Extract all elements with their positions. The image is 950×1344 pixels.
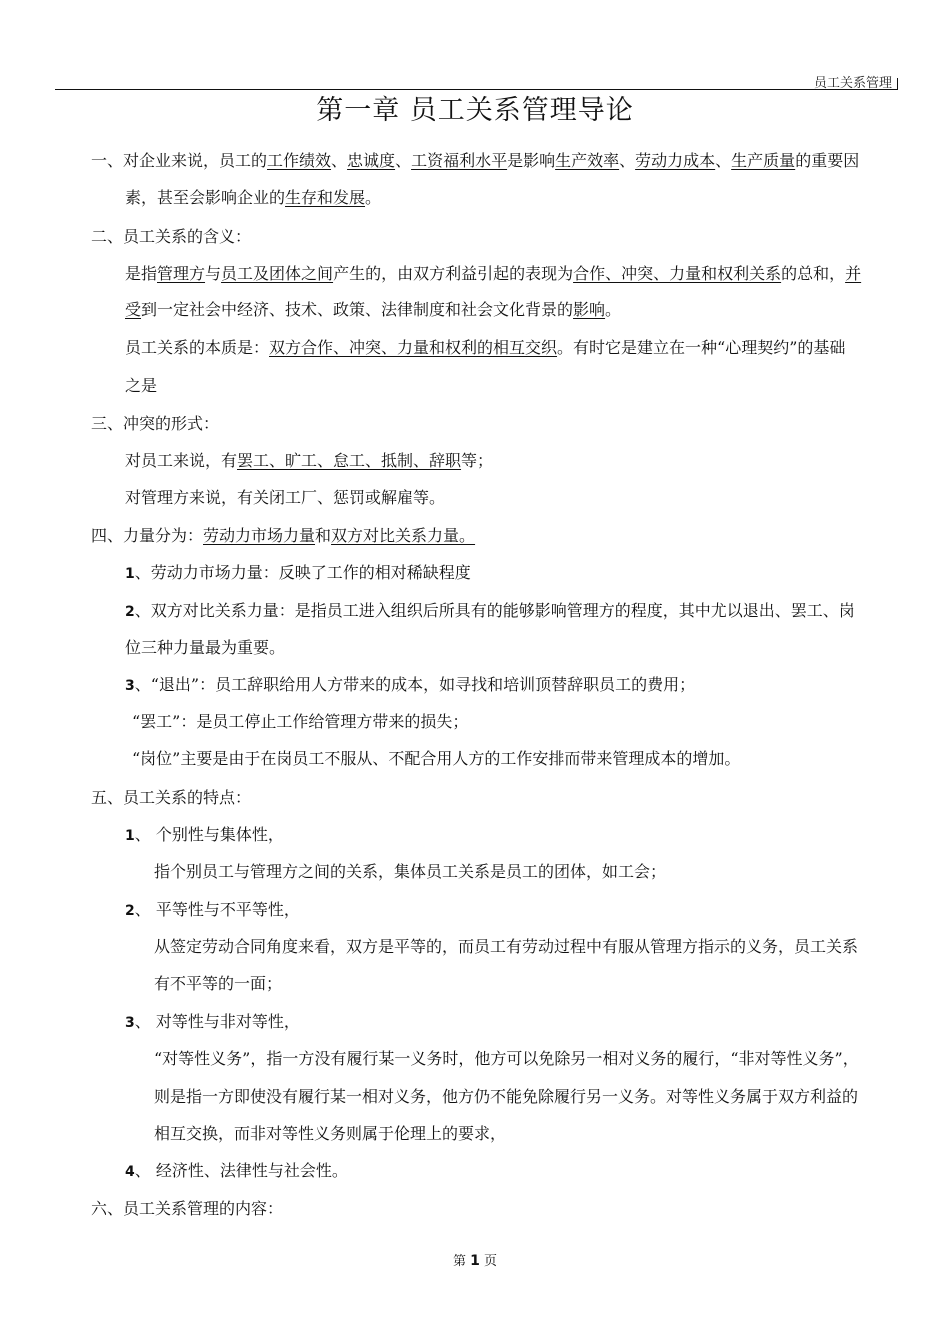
sec4-item3-line1 bbox=[125, 672, 695, 695]
text: 、 经济性、法律性与社会性。 bbox=[134, 1161, 348, 1180]
text: 是指 bbox=[125, 264, 158, 283]
text: 、 个别性与集体性， bbox=[134, 825, 284, 844]
underlined-term: 并 bbox=[845, 264, 862, 283]
sec4-item3-line2: “罢工”：是员工停止工作给管理方带来的损失； bbox=[132, 712, 469, 731]
underlined-term: 工资福利水平 bbox=[411, 151, 508, 170]
underlined-term: 劳动力成本 bbox=[635, 151, 716, 170]
running-header: 员工关系管理 bbox=[813, 76, 892, 91]
underlined-term: 生产质量 bbox=[731, 151, 796, 170]
text: 、 平等性与不平等性， bbox=[134, 900, 300, 919]
sec3-line1 bbox=[125, 448, 493, 471]
sec4-item1 bbox=[125, 560, 471, 583]
page-footer bbox=[0, 1250, 950, 1269]
sec4-heading bbox=[91, 523, 475, 546]
underlined-term: 劳动力市场力量 bbox=[203, 526, 316, 545]
text: 。 bbox=[605, 300, 622, 319]
item-number: 1 bbox=[125, 566, 135, 582]
text: 的重要因 bbox=[795, 151, 860, 170]
text: 一、对企业来说，员工的 bbox=[91, 151, 268, 170]
sec5-item3-desc-line2: 则是指一方即使没有履行某一相对义务，他方仍不能免除履行另一义务。对等性义务属于双方利益的 bbox=[154, 1087, 859, 1106]
text: 第 bbox=[452, 1254, 471, 1269]
text: 、“退出”：员工辞职给用人方带来的成本，如寻找和培训顶替辞职员工的费用； bbox=[134, 675, 696, 694]
sec2-para2-line2: 之是 bbox=[125, 376, 158, 395]
text: 、 bbox=[619, 151, 636, 170]
sec1-line2 bbox=[125, 185, 381, 208]
text: 和 bbox=[315, 526, 332, 545]
text: 员工关系的本质是： bbox=[125, 338, 270, 357]
text: 对员工来说，有 bbox=[125, 451, 238, 470]
sec2-para1-line2 bbox=[125, 297, 621, 320]
sec3-line2: 对管理方来说，有关闭工厂、惩罚或解雇等。 bbox=[125, 488, 446, 507]
text: 的总和， bbox=[781, 264, 846, 283]
item-number: 2 bbox=[125, 903, 135, 919]
text: 四、力量分为： bbox=[91, 526, 204, 545]
sec2-heading: 二、员工关系的含义： bbox=[91, 227, 252, 246]
text: 素，甚至会影响企业的 bbox=[125, 188, 286, 207]
page-number: 1 bbox=[470, 1253, 480, 1269]
underlined-term: 生产效率 bbox=[555, 151, 620, 170]
text: 、双方对比关系力量：是指员工进入组织后所具有的能够影响管理方的程度，其中尤以退出、罢工、岗 bbox=[134, 601, 855, 620]
text: 页 bbox=[479, 1254, 498, 1269]
sec5-item2-title bbox=[125, 897, 300, 920]
sec5-item1-desc: 指个别员工与管理方之间的关系，集体员工关系是员工的团体，如工会； bbox=[154, 862, 667, 881]
text: 。 bbox=[365, 188, 382, 207]
underlined-term: 双方合作、冲突、力量和权利的相互交织 bbox=[269, 338, 558, 357]
sec3-heading: 三、冲突的形式： bbox=[91, 414, 220, 433]
text: 等； bbox=[461, 451, 494, 470]
sec5-item3-desc-line3: 相互交换，而非对等性义务则属于伦理上的要求， bbox=[154, 1124, 507, 1143]
text: 、 对等性与非对等性， bbox=[134, 1012, 300, 1031]
item-number: 3 bbox=[125, 1015, 135, 1031]
underlined-term: 忠诚度 bbox=[347, 151, 396, 170]
sec1-line1 bbox=[91, 148, 859, 171]
sec5-item3-desc-line1: “对等性义务”，指一方没有履行某一义务时，他方可以免除另一相对义务的履行，“非对等性义务”， bbox=[154, 1049, 859, 1068]
text: 、 bbox=[715, 151, 732, 170]
underlined-term: 员工及团体之间 bbox=[221, 264, 334, 283]
text: 到一定社会中经济、技术、政策、法律制度和社会文化背景的 bbox=[141, 300, 574, 319]
item-number: 3 bbox=[125, 678, 135, 694]
item-number: 2 bbox=[125, 604, 135, 620]
chapter-title: 第一章 员工关系管理导论 bbox=[316, 95, 634, 126]
underlined-term: 影响 bbox=[573, 300, 606, 319]
text: 与 bbox=[205, 264, 222, 283]
sec2-para2-line1 bbox=[125, 335, 845, 358]
underlined-term: 生存和发展 bbox=[285, 188, 366, 207]
underlined-term: 工作绩效 bbox=[267, 151, 332, 170]
underlined-term: 受 bbox=[125, 300, 142, 319]
text: 是影响 bbox=[507, 151, 556, 170]
text: 、 bbox=[395, 151, 412, 170]
sec4-item2-line1 bbox=[125, 598, 855, 621]
text: 、劳动力市场力量：反映了工作的相对稀缺程度 bbox=[134, 563, 471, 582]
sec5-item2-desc-line1: 从签定劳动合同角度来看，双方是平等的，而员工有劳动过程中有服从管理方指示的义务，员工关系 bbox=[154, 937, 859, 956]
sec5-item4-title bbox=[125, 1158, 348, 1181]
sec5-item3-title bbox=[125, 1009, 300, 1032]
sec5-item2-desc-line2: 有不平等的一面； bbox=[154, 974, 283, 993]
underlined-term: 管理方 bbox=[157, 264, 206, 283]
sec4-item2-line2: 位三种力量最为重要。 bbox=[125, 638, 286, 657]
text: 。有时它是建立在一种“心理契约”的基础 bbox=[557, 338, 846, 357]
sec4-item3-line3: “岗位”主要是由于在岗员工不服从、不配合用人方的工作安排而带来管理成本的增加。 bbox=[132, 749, 741, 768]
item-number: 4 bbox=[125, 1164, 135, 1180]
sec2-para1-line1 bbox=[125, 261, 861, 284]
sec5-heading: 五、员工关系的特点： bbox=[91, 788, 252, 807]
text: 产生的，由双方利益引起的表现为 bbox=[333, 264, 574, 283]
underlined-term: 罢工、旷工、怠工、抵制、辞职 bbox=[237, 451, 462, 470]
underlined-term: 合作、冲突、力量和权利关系 bbox=[573, 264, 782, 283]
item-number: 1 bbox=[125, 828, 135, 844]
text: 、 bbox=[331, 151, 348, 170]
sec5-item1-title bbox=[125, 822, 284, 845]
sec6-heading: 六、员工关系管理的内容： bbox=[91, 1199, 284, 1218]
underlined-term: 双方对比关系力量。 bbox=[331, 526, 476, 545]
